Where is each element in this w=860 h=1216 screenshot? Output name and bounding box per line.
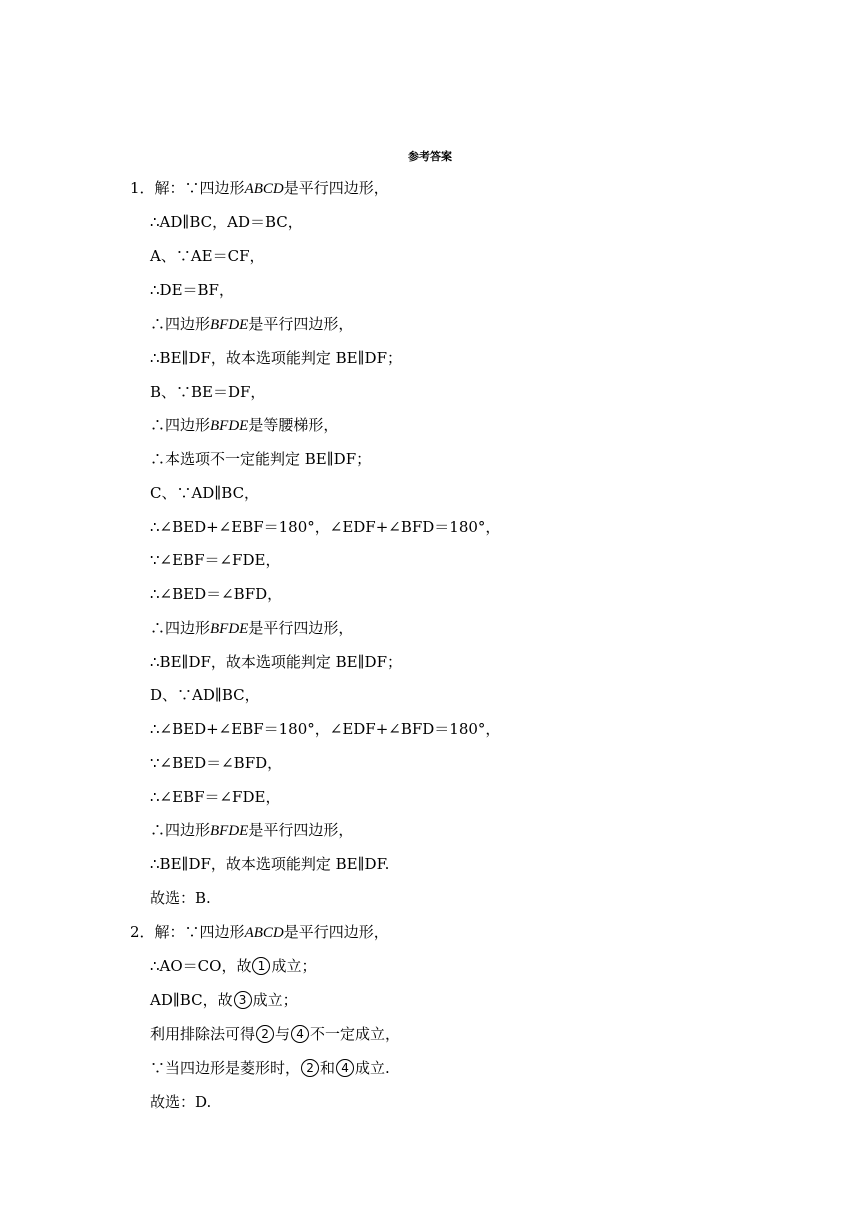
q1-line-14-b: 是平行四边形， — [248, 619, 354, 637]
q1-line-8-bfde: BFDE — [210, 418, 249, 434]
q1-line-5-b: 是平行四边形， — [248, 315, 354, 333]
q2-line-3-a: AD∥BC，故 — [150, 991, 233, 1009]
q1-line-10: C、∵AD∥BC， — [150, 484, 260, 502]
q1-line-19: ∴∠EBF＝∠FDE， — [150, 788, 281, 806]
q1-line-16: D、∵AD∥BC， — [150, 686, 260, 704]
q2-line-3 — [150, 990, 298, 1010]
q1-line-20 — [150, 820, 353, 841]
circled-1-icon: 1 — [252, 957, 270, 975]
q1-line-5 — [150, 314, 353, 335]
q1-abcd: ABCD — [244, 181, 284, 197]
q1-lead-tail: 是平行四边形， — [283, 179, 389, 197]
q1-line-3: A、∵AE＝CF， — [150, 247, 265, 265]
q1-line-9: ∴本选项不一定能判定 BE∥DF； — [150, 450, 372, 468]
q1-line-12: ∵∠EBF＝∠FDE， — [150, 551, 281, 569]
q1-line-15: ∴BE∥DF，故本选项能判定 BE∥DF； — [150, 653, 402, 671]
q1-header — [130, 178, 389, 199]
q1-line-8-a: ∴四边形 — [150, 416, 211, 434]
q2-line-2-a: ∴AO＝CO，故 — [150, 957, 252, 975]
q1-line-18: ∵∠BED＝∠BFD， — [150, 754, 283, 772]
q2-abcd: ABCD — [244, 925, 284, 941]
q1-line-4: ∴DE＝BF， — [150, 281, 234, 299]
q1-line-13: ∴∠BED＝∠BFD， — [150, 585, 283, 603]
q1-line-11: ∴∠BED+∠EBF＝180°，∠EDF+∠BFD＝180°， — [150, 518, 501, 536]
q2-line-4-a: 利用排除法可得 — [150, 1025, 256, 1043]
q1-line-5-bfde: BFDE — [210, 317, 249, 333]
q2-header — [130, 922, 389, 943]
q2-line-2-b: 成立； — [271, 957, 317, 975]
q1-line-20-b: 是平行四边形， — [248, 821, 354, 839]
circled-2-icon: 2 — [301, 1059, 319, 1077]
q1-number: 1． — [130, 179, 155, 197]
circled-3-icon: 3 — [234, 991, 252, 1009]
q2-line-5-b: 和 — [320, 1059, 336, 1077]
q2-number: 2． — [130, 923, 155, 941]
page-title: 参考答案 — [408, 150, 452, 163]
q1-line-21: ∴BE∥DF，故本选项能判定 BE∥DF. — [150, 855, 390, 873]
q1-line-6: ∴BE∥DF，故本选项能判定 BE∥DF； — [150, 349, 402, 367]
q2-line-5-a: ∵当四边形是菱形时， — [150, 1059, 301, 1077]
q1-lead: 解：∵四边形 — [154, 179, 245, 197]
q2-line-3-b: 成立； — [252, 991, 298, 1009]
q1-line-20-a: ∴四边形 — [150, 821, 211, 839]
q1-line-14-a: ∴四边形 — [150, 619, 211, 637]
q1-line-2: ∴AD∥BC，AD＝BC， — [150, 213, 303, 231]
q2-line-2 — [150, 956, 316, 976]
q1-line-8 — [150, 415, 338, 436]
q2-line-5 — [150, 1058, 390, 1078]
q1-line-5-a: ∴四边形 — [150, 315, 211, 333]
q1-line-20-bfde: BFDE — [210, 823, 249, 839]
q2-lead: 解：∵四边形 — [154, 923, 245, 941]
circled-2-icon: 2 — [256, 1025, 274, 1043]
q2-line-4 — [150, 1024, 400, 1044]
q1-answer: 故选：B. — [150, 889, 211, 907]
q2-lead-tail: 是平行四边形， — [283, 923, 389, 941]
q1-line-14 — [150, 618, 353, 639]
q2-line-5-c: 成立. — [355, 1059, 390, 1077]
q1-line-14-bfde: BFDE — [210, 621, 249, 637]
q2-line-4-c: 不一定成立， — [310, 1025, 401, 1043]
circled-4-icon: 4 — [291, 1025, 309, 1043]
q2-answer: 故选：D. — [150, 1093, 212, 1111]
circled-4-icon: 4 — [336, 1059, 354, 1077]
q1-line-8-b: 是等腰梯形， — [248, 416, 339, 434]
q2-line-4-b: 与 — [275, 1025, 291, 1043]
q1-line-17: ∴∠BED+∠EBF＝180°，∠EDF+∠BFD＝180°， — [150, 720, 501, 738]
q1-line-7: B、∵BE＝DF， — [150, 383, 266, 401]
